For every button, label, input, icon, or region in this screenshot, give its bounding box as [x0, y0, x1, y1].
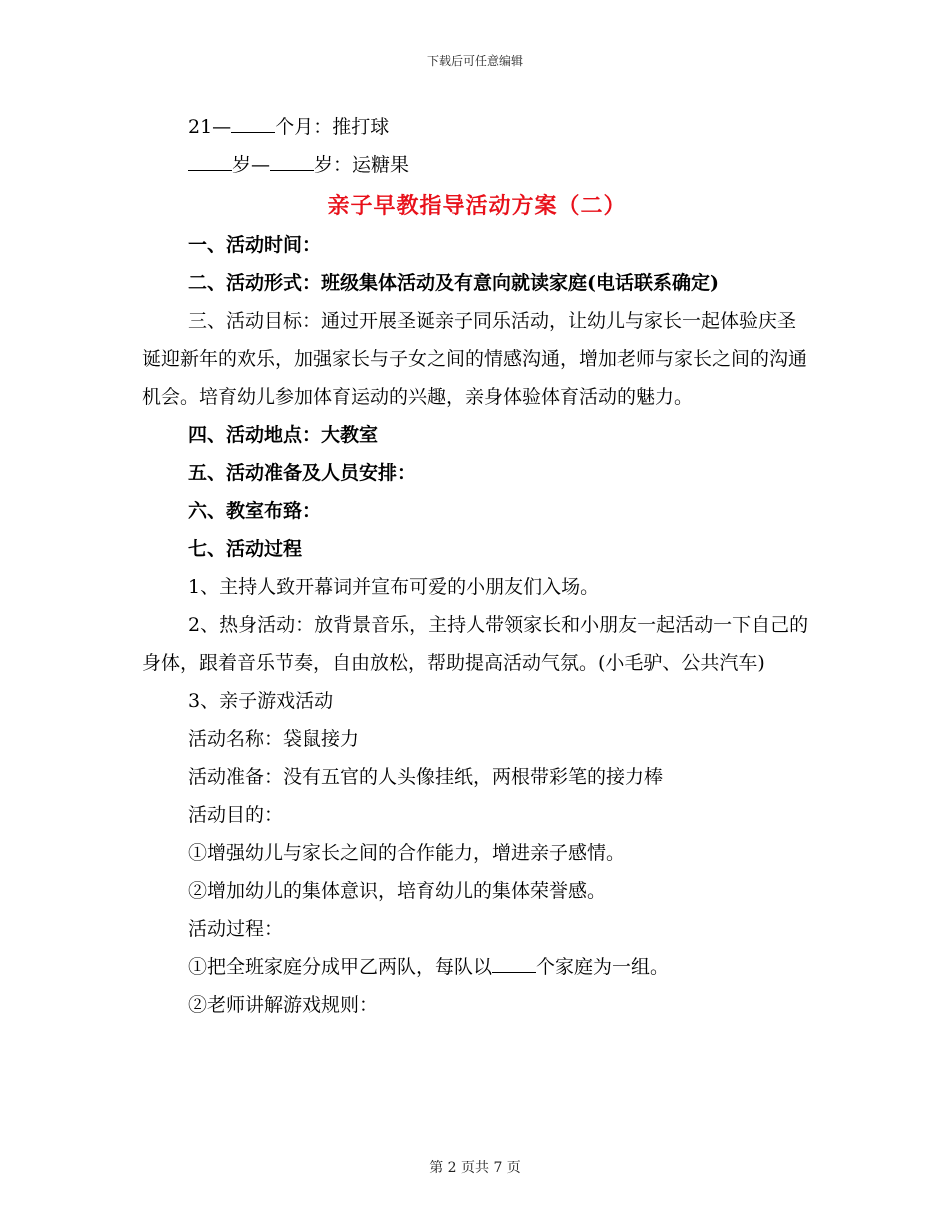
- line-age-range: [142, 146, 812, 184]
- page-header: 下载后可任意编辑: [426, 54, 523, 68]
- game-name: 活动名称：袋鼠接力: [188, 728, 360, 750]
- text-segment: 岁—: [232, 154, 271, 176]
- game-process-label: 活动过程：: [188, 918, 284, 940]
- section-prep: 五、活动准备及人员安排：: [188, 462, 417, 484]
- text-segment: 岁：运糖果: [314, 154, 410, 176]
- section-time: 一、活动时间：: [188, 234, 322, 256]
- page-footer: 第 2 页共 7 页: [429, 1160, 521, 1176]
- game-process-2: ②老师讲解游戏规则：: [188, 994, 379, 1016]
- fill-blank: [231, 114, 275, 133]
- fill-blank: [270, 152, 314, 171]
- game-goal-2: ②增加幼儿的集体意识，培育幼儿的集体荣誉感。: [188, 880, 607, 902]
- text-segment: ①把全班家庭分成甲乙两队，每队以: [188, 956, 493, 978]
- section-goal: 三、活动目标：通过开展圣诞亲子同乐活动，让幼儿与家长一起体验庆圣诞迎新年的欢乐，加强家长与子女之间的情感沟通，增加老师与家长之间的沟通机会。培育幼儿参加体育运动的兴趣，亲身体验体育活动的魅力。: [142, 310, 808, 408]
- game-goal-label: 活动目的：: [188, 804, 284, 826]
- section-form: 二、活动形式：班级集体活动及有意向就读家庭(电话联系确定): [188, 272, 719, 294]
- process-step-2: 2、热身活动：放背景音乐，主持人带领家长和小朋友一起活动一下自己的身体，跟着音乐节奏，自由放松，帮助提高活动气氛。(小毛驴、公共汽车): [142, 614, 809, 674]
- fill-blank: [492, 954, 536, 973]
- process-step-1: 1、主持人致开幕词并宣布可爱的小朋友们入场。: [188, 576, 600, 598]
- process-step-3: 3、亲子游戏活动: [188, 690, 334, 712]
- document-title: 亲子早教指导活动方案（二）: [327, 193, 627, 219]
- text-segment: 个月：推打球: [275, 116, 390, 138]
- fill-blank: [188, 152, 232, 171]
- line-age-21: [142, 108, 812, 146]
- section-process: 七、活动过程: [188, 538, 303, 560]
- game-process-1: [142, 948, 812, 986]
- text-segment: 个家庭为一组。: [536, 956, 670, 978]
- game-prep: 活动准备：没有五官的人头像挂纸，两根带彩笔的接力棒: [188, 766, 664, 788]
- text-segment: 21—: [188, 116, 232, 138]
- section-room: 六、教室布臵：: [188, 500, 322, 522]
- section-location: 四、活动地点：大教室: [188, 424, 379, 446]
- game-goal-1: ①增强幼儿与家长之间的合作能力，增进亲子感情。: [188, 842, 626, 864]
- document-body: [142, 108, 812, 1024]
